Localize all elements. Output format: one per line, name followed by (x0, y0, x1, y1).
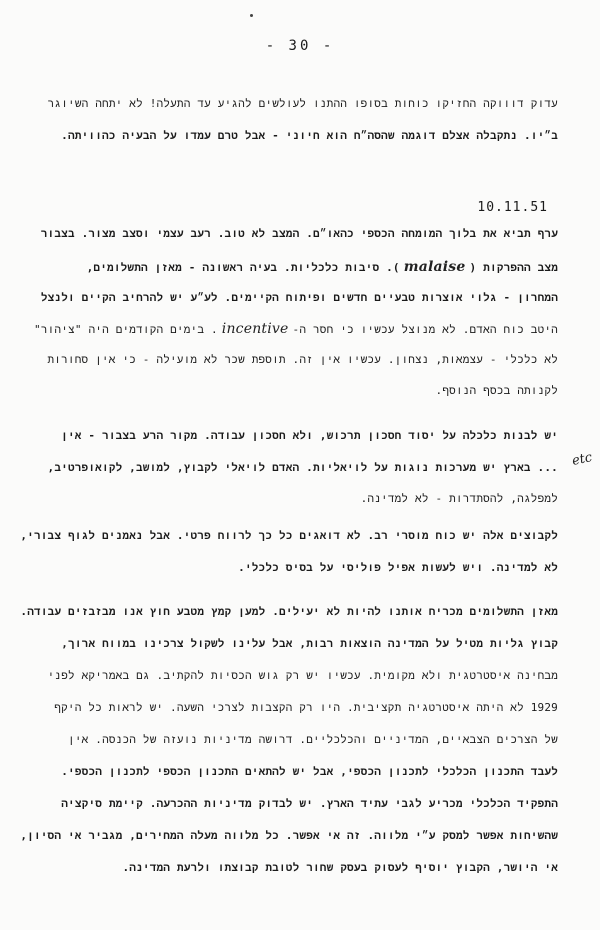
text-line: 1929 לא היתה איסטרטגיה תקציבית. היו רק הקצבות לצרכי השעה. יש לראות כל היקף (54, 701, 558, 714)
text-line: עדוק דוווקה החזיקו כוחות בסופו ההתנו לעולשים להגיע עד התעלה! לא יתחה השיוגר (47, 97, 558, 110)
text-line: לא כלכלי - עצמאות, נצחון. עכשיו אין זה. תוספת שכר לא מועילה - כי אין סחורות (47, 353, 558, 366)
text-line: קבוץ גליות מטיל על המדינה הוצאות רבות, אבל עלינו לשקול צרכינו במווח ארוך, (61, 637, 558, 650)
text-line: מאזן התשלומים מכריח אותנו להיות לא יעילים. למען קמץ מטבע חוץ אנו מבזבזים עבודה. (20, 605, 558, 618)
text-line: לקבוצים אלה יש כוח מוסרי רב. לא דואגים כל כך לרווח פרטי. אבל נאמנים לגוף צבורי, (20, 529, 558, 542)
text-line: המחרון - גלוי אוצרות טבעיים חדשים ופיתוח הקיימים. לע״ע יש להרחיב הקיים ולנצל (40, 291, 558, 304)
text-line (18, 259, 558, 276)
text-line: שהשיחות אפשר למסק ע״י מלווה. זה אי אפשר. כל מלווה מעלה המחירים, מגביר אי הסיון, (20, 829, 558, 842)
page-number: - 30 - (265, 38, 335, 54)
text-segment: . בימים הקודמים היה "ציהור" (34, 323, 218, 336)
text-line: ב״יו. נתקבלה אצלם דוגמה שהסה״ח הוא חיוני - אבל טרם עמדו על הבעיה כהוויתה. (61, 129, 558, 142)
margin-note: etc (570, 450, 594, 469)
text-line: אי היושר, הקבוץ יוסיף לעסוק בעסק שחור לטובת קבוצתו ולרעת המדינה. (122, 861, 558, 874)
text-line: מבחינה איסטרטגית ולא מקומית. עכשיו יש רק גוש הכסיות להקתיב. גם באמריקא לפני (47, 669, 558, 682)
handwritten-word: malaise (403, 259, 466, 275)
handwritten-word: incentive (221, 321, 289, 337)
text-segment: ). סיבות כלכליות. בעיה ראשונה - מאזן התשלומים, (86, 261, 400, 274)
text-line: ... בארץ יש מערכות נוגות על לויאליות. האדם לויאלי לקבוץ, למושב, לקואופרטיב, (47, 461, 558, 474)
text-line (18, 321, 558, 338)
text-line: למפלגה, להסתדרות - לא למדינה. (360, 492, 558, 505)
ink-dot (250, 14, 253, 17)
text-line: ערף תביא את בלוך המומחה הכספי כהאו״ם. המצב לא טוב. רעב עצמי וסצב מצור. בצבור (40, 227, 558, 240)
text-segment: היטב כוח האדם. לא מנוצל עכשיו כי חסר ה- (292, 323, 558, 336)
text-line: לקנותה בכסף הנוסף. (435, 384, 558, 397)
text-line: של הצרכים הצבאיים, המדיניים והכלכליים. דרושה מדיניות נועזה של הכנסה. אין (68, 733, 558, 746)
text-line: יש לבנות כלכלה על יסוד חסכון תרכוש, ולא חסכון עבודה. מקור הרע בצבור - אין (61, 429, 558, 442)
text-line: לא למדינה. ויש לעשות אפיל פוליסי על בסיס כלכלי. (238, 561, 558, 574)
text-segment: מצב ההפרקות ( (469, 261, 558, 274)
text-line: התפקיד הכלכלי מכריע לגבי עתיד הארץ. יש לבדוק מדיניות ההכרעה. קיימת סיקציה (61, 797, 558, 810)
text-line: לעבד התכנון הכלכלי לתכנון הכספי, אבל יש להתאים התכנון הכספי לתכנון הכספי. (61, 765, 558, 778)
entry-date: 10.11.51 (477, 200, 548, 215)
